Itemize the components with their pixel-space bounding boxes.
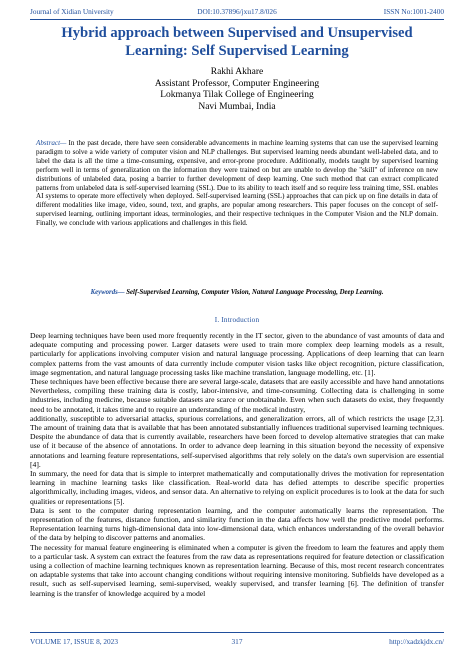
introduction-body — [30, 331, 444, 629]
body-paragraph: The necessity for manual feature engineering is eliminated when a computer is given the freedom to learn the features and apply them to a particular task. A system can extract the features from the raw data as representations required for feature detection or classification using a collection of machine learning techniques known as representation learning. Because of this, most recent research concentrates on adaptable systems that take into account changing conditions without requiring intensive monitoring. Subfields have developed as a result, such as self-supervised learning, semi-supervised, weakly supervised, and transfer learning [6]. The definition of transfer learning is the transfer of knowledge acquired by a model — [30, 542, 444, 598]
author-block — [30, 67, 444, 113]
running-footer — [30, 637, 444, 649]
header-rule — [30, 19, 444, 20]
running-header — [30, 7, 444, 19]
author-institution: Lokmanya Tilak College of Engineering — [160, 90, 314, 100]
body-paragraph: These techniques have been effective because there are several large-scale, datasets that are easily accessible and have hand annotations Nevertheless, compiling these training data is costly, labor-intensive, and time-consuming. Collecting data is challenging in some industries, including medicine, because suitable datasets are scarce or unobtainable. Even when such datasets do exist, they frequently need to be annotated, it takes time and to require an understanding of the medical industry, — [30, 377, 444, 414]
abstract-text: In the past decade, there have seen considerable advancements in machine learning systems that can use the supervised learning paradigm to solve a wide variety of computer vision and NLP challenges. But supervised learning needs abundant well-labeled data, and to label the data is all the time a time-consuming, expensive, and error-prone procedure. Additionally, models taught by supervised learning perform well in terms of generalization on the information they were trained on but are unable to develop the "skill" of inference on new distributions of unlabeled data, posing a barrier to further development of deep learning. One such method that can extract complicated patterns from unlabeled data is self-supervised learning (SSL). Due to its ability to teach itself and so require less training time, SSL enables AI systems to operate more effectively when deployed. Self-supervised learning (SSL) approaches that can pick up on fine details in data of different modalities like image, video, sound, text, and graphs, are popular among researchers. This paper focuses on the concept of self-supervised learning, outlining important ideas, terminologies, and their respective techniques in the Computer Vision and the NLP domain. Finally, we conclude with various applications and challenges in this field. — [36, 139, 438, 228]
keywords-text: Self-Supervised Learning, Computer Vision, Natural Language Processing, Deep Learning. — [124, 289, 384, 296]
section-heading-introduction: I. Introduction — [214, 316, 260, 324]
body-paragraph: additionally, susceptible to adversarial attacks, spurious correlations, and generalization errors, all of which restricts the usage [2,3]. The amount of training data that is available that has been annotated substantially influences traditional supervised learning techniques. Despite the abundance of data that is currently available, researchers have been forced to develop alternative strategies that can make use of it because of the absence of annotations. In order to advance deep learning in this situation beyond the necessity of expensive annotations and learning feature representations, self-supervised algorithms that rely solely on the data's own supervision are essential [4]. — [30, 413, 444, 469]
keywords-label: Keywords— — [90, 289, 125, 296]
author-location: Navi Mumbai, India — [198, 101, 276, 112]
body-paragraph: Data is sent to the computer during representation learning, and the computer automatically learns the representation. The representation of the features, distance function, and similarity function in the data affects how well the predictive model performs. Representation learning turns high-dimensional data into low-dimensional data, which enhances understanding of the overall behavior of the data by helping to discover patterns and anomalies. — [30, 505, 444, 543]
body-paragraph: Deep learning techniques have been used more frequently recently in the IT sector, given to the abundance of vast amounts of data and adequate computing and processing power. Larger datasets were used to train more complex deep learning models as a result, particularly for applications involving computer vision and natural language processing. Applications of deep learning that can learn complex patterns from the vast amounts of data currently include computer vision tasks like object recognition, picture classification, image segmentation, and natural language processing tasks like machine translation, language modelling, etc. [1]. — [30, 331, 444, 377]
paper-title: Hybrid approach between Supervised and Unsupervised Learning: Self Supervised Learning — [61, 25, 413, 59]
doi-link[interactable]: DOI:10.37896/jxu17.8/026 — [197, 7, 277, 16]
journal-url-link[interactable]: http://xadzkjdx.cn/ — [389, 637, 444, 646]
journal-name: Journal of Xidian University — [30, 7, 114, 16]
author-position: Assistant Professor, Computer Engineering — [154, 78, 320, 89]
page-number: 317 — [231, 637, 243, 646]
issn-number: ISSN No:1001-2400 — [383, 7, 444, 16]
body-paragraph: In summary, the need for data that is simple to interpret mathematically and computationally drives the motivation for representation learning in machine learning tasks like classification. Real-world data has defied attempts to describe specific properties algorithmically, including images, videos, and sensor data. An alternative to relying on explicit procedures is to look at the data for such qualities or representations [5]. — [30, 469, 444, 506]
abstract — [36, 139, 438, 228]
footer-rule — [30, 632, 444, 633]
keywords — [0, 289, 474, 296]
abstract-label: Abstract— — [36, 139, 67, 147]
volume-issue: VOLUME 17, ISSUE 8, 2023 — [30, 637, 118, 646]
author-name: Rakhi Akhare — [210, 67, 264, 77]
